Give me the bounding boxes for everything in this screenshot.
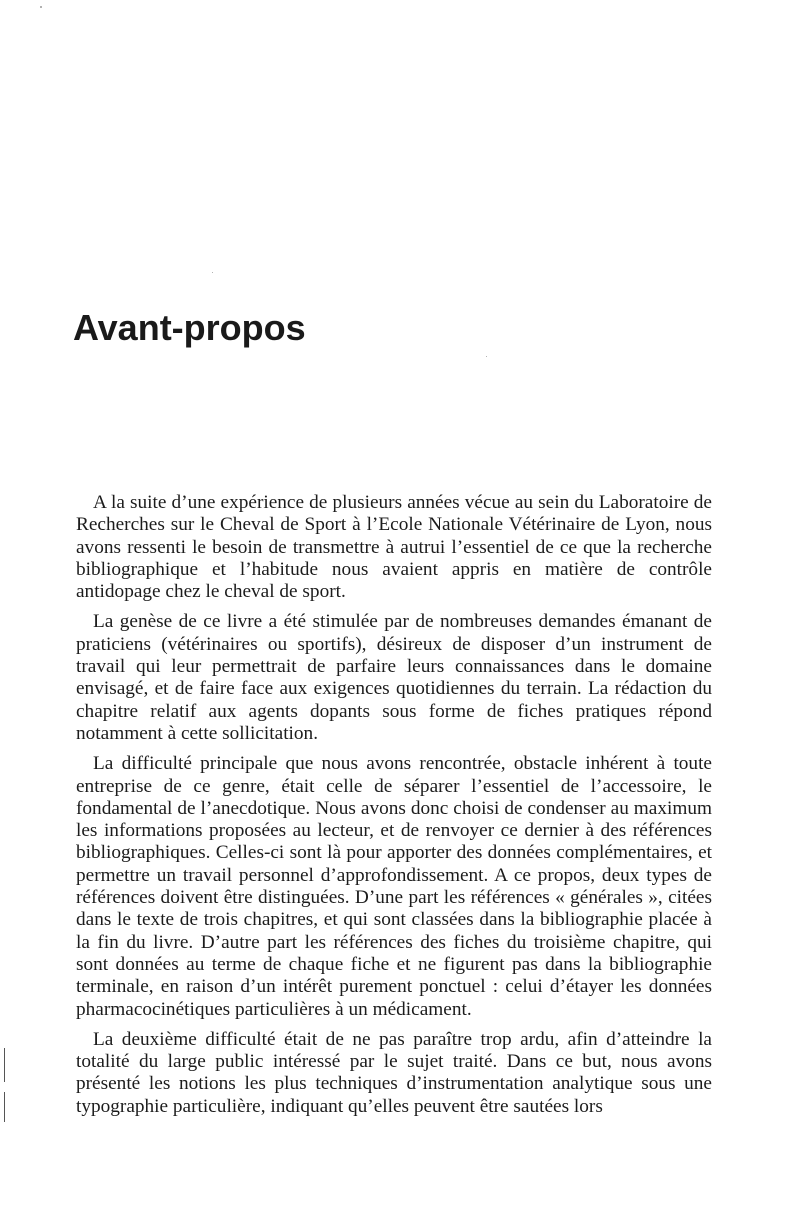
- scan-speck: [486, 356, 487, 357]
- paragraph-1: A la suite d’une expérience de plusieurs années vécue au sein du Laboratoire de Recherches sur le Cheval de Sport à l’Ecole Nationale Vétérinaire de Lyon, nous avons ressenti le besoin de transmettre à autrui l’essentiel de ce que la recherche bibliographique et l’habitude nous avaient appris en matière de contrôle antidopage chez le cheval de sport.: [76, 492, 712, 603]
- margin-scan-mark: [4, 1048, 5, 1082]
- paragraph-2: La genèse de ce livre a été stimulée par de nombreuses demandes émanant de praticiens (vétérinaires ou sportifs), désireux de disposer d’un instrument de travail qui leur permettrait de parfaire leurs connaissances dans le domaine envisagé, et de faire face aux exigences quotidiennes du terrain. La rédaction du chapitre relatif aux agents dopants sous forme de fiches pratiques répond notamment à cette sollicitation.: [76, 611, 712, 744]
- scan-speck: [40, 6, 42, 8]
- scan-speck: [212, 272, 213, 273]
- page-title: Avant-propos: [73, 307, 306, 348]
- paragraph-4: La deuxième difficulté était de ne pas paraître trop ardu, afin d’atteindre la totalité du large public intéressé par le sujet traité. Dans ce but, nous avons présenté les notions les plus techniques d’instrumentation analytique sous une typographie particulière, indiquant qu’elles peuvent être sautées lors: [76, 1028, 712, 1117]
- paragraph-3: La difficulté principale que nous avons rencontrée, obstacle inhérent à toute entreprise de ce genre, était celle de séparer l’essentiel de l’accessoire, le fondamental de l’anecdotique. Nous avons donc choisi de condenser au maximum les informations proposées au lecteur, et de renvoyer ce dernier à des références bibliographiques. Celles-ci sont là pour apporter des données complémentaires, et permettre un travail personnel d’approfondissement. A ce propos, deux types de références doivent être distinguées. D’une part les références « générales », citées dans le texte de trois chapitres, et qui sont classées dans la bibliographie placée à la fin du livre. D’autre part les références des fiches du troisième chapitre, qui sont données au terme de chaque fiche et ne figurent pas dans la bibliographie terminale, en raison d’un intérêt purement ponctuel : celui d’étayer les données pharmacocinétiques particulières à un médicament.: [76, 753, 712, 1020]
- margin-scan-mark: [4, 1092, 5, 1122]
- body-text: [76, 492, 712, 1126]
